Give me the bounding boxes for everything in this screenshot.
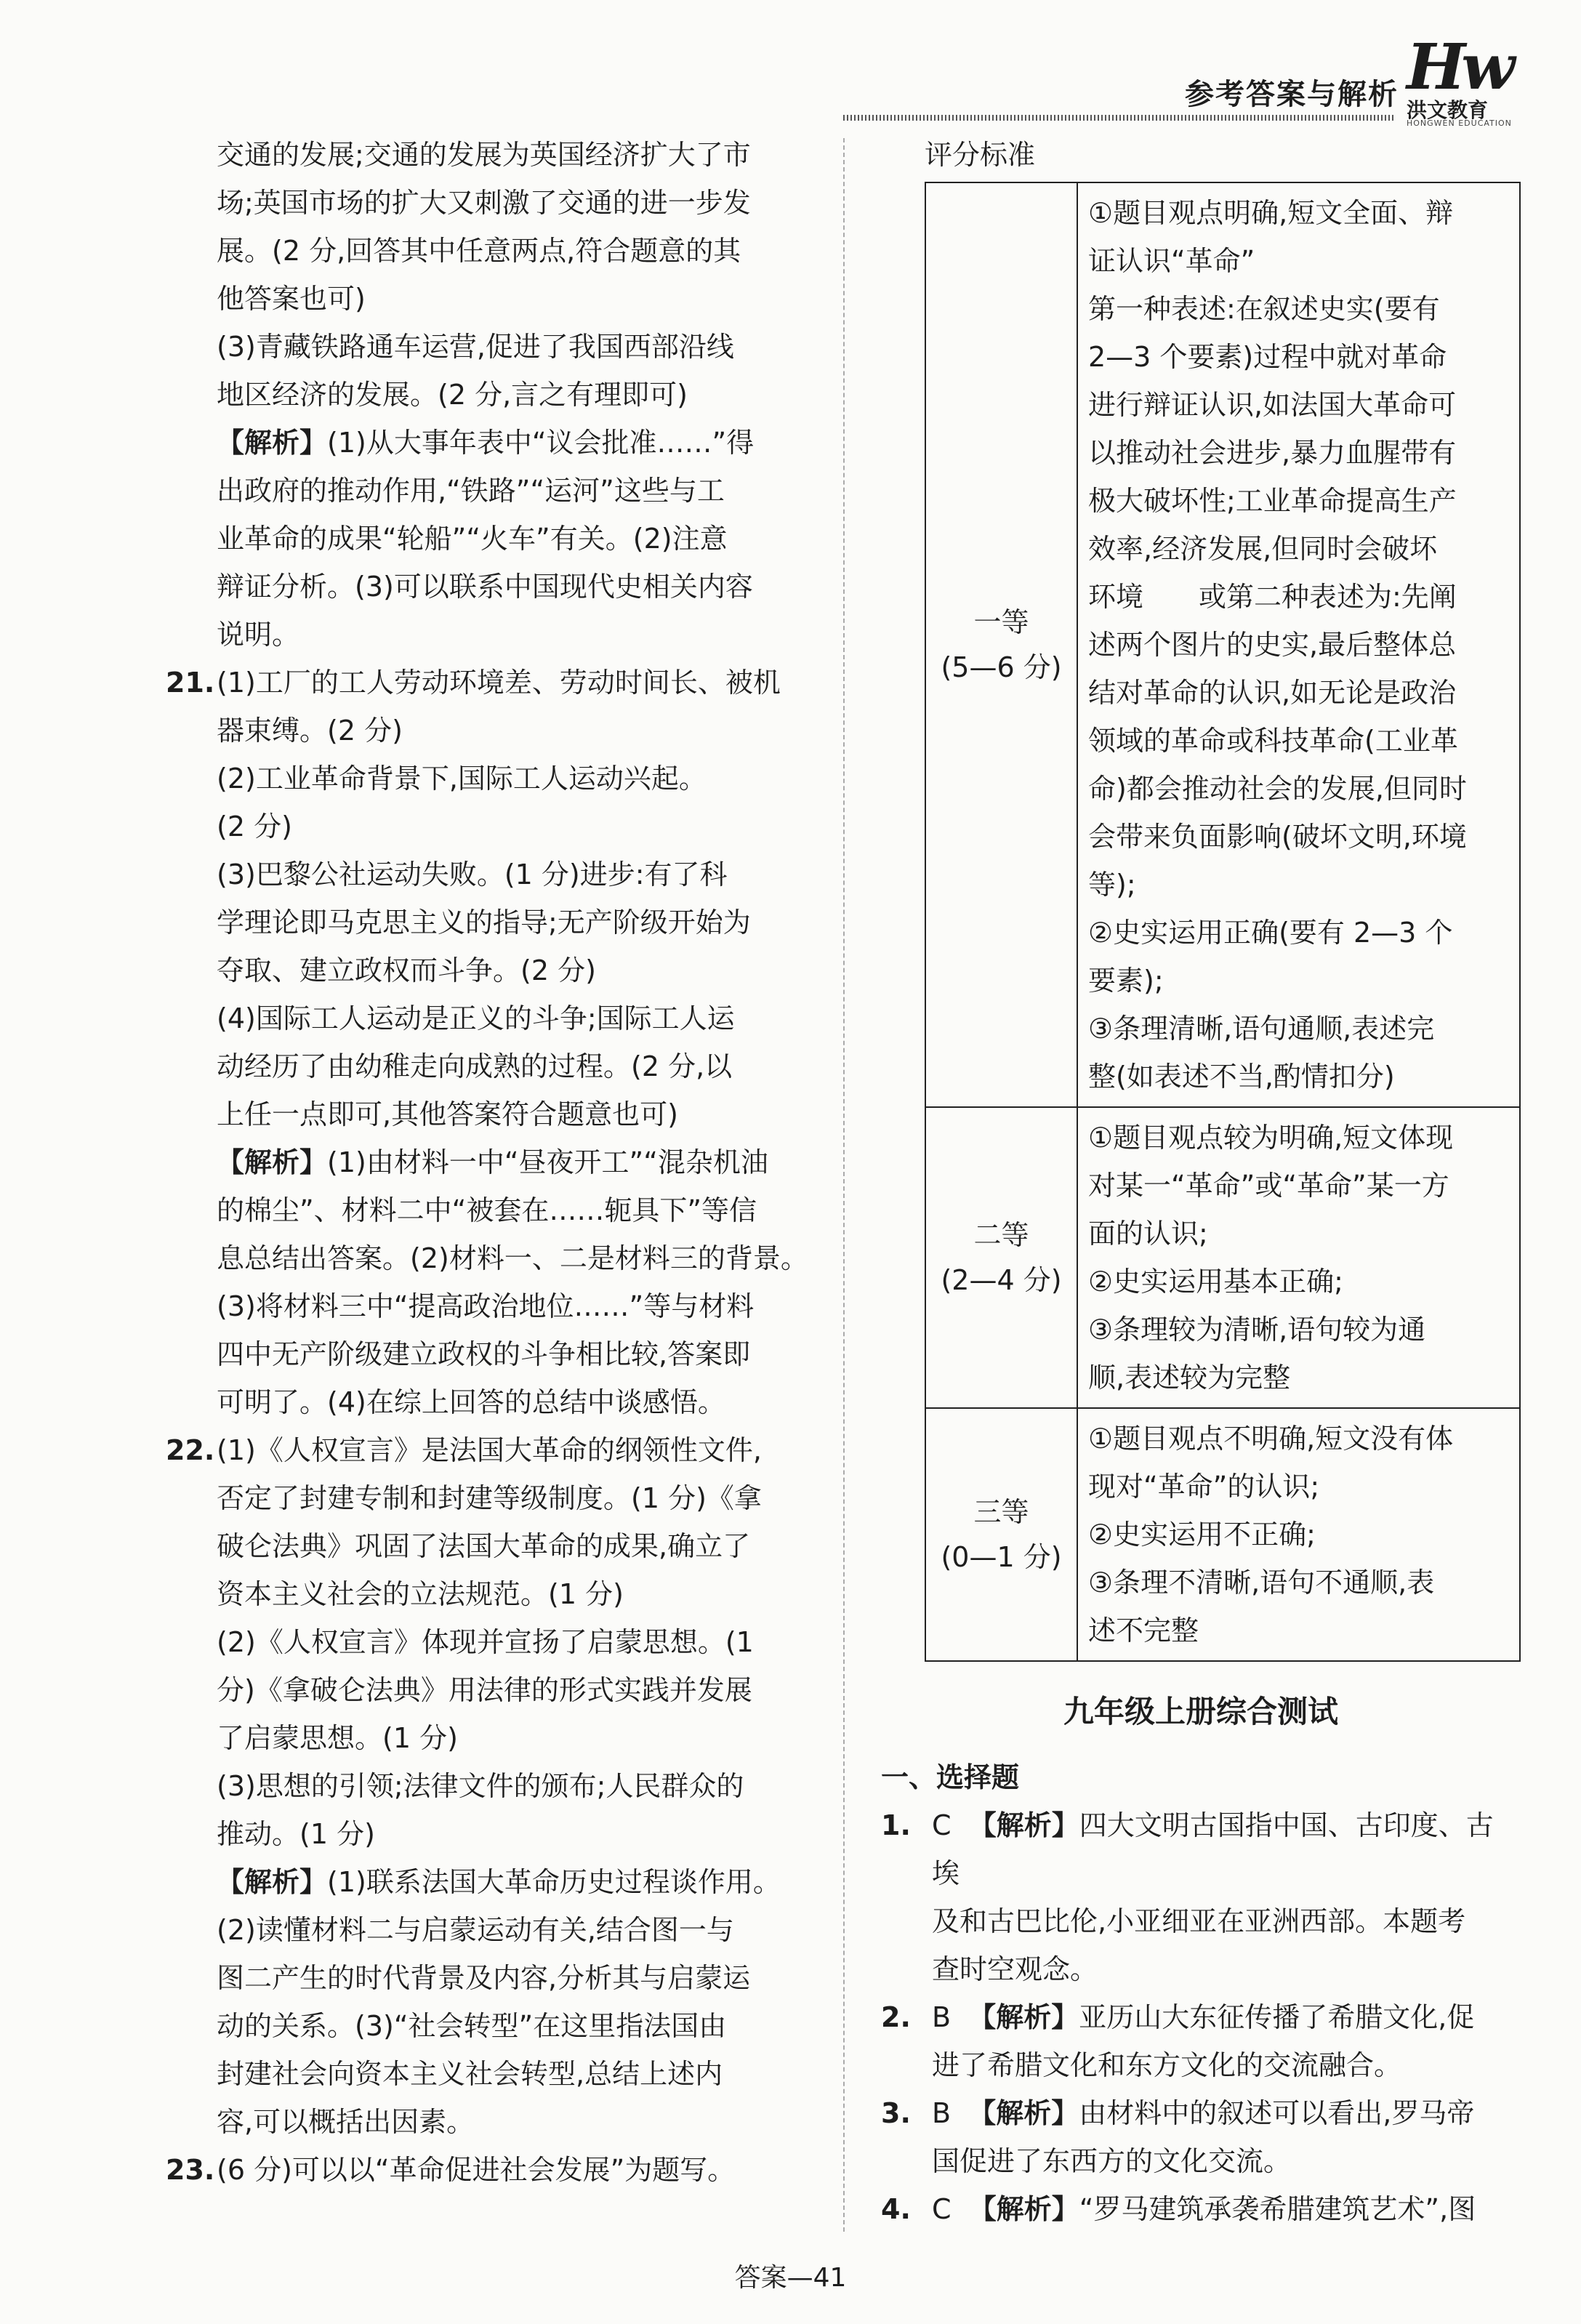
analysis-tag: 【解析】 bbox=[217, 1146, 328, 1178]
text-line: 以推动社会进步,暴力血腥带有 bbox=[1088, 437, 1457, 469]
level-name: 三等 bbox=[973, 1496, 1029, 1528]
question-22 bbox=[166, 1426, 820, 2146]
header-rule bbox=[843, 115, 1396, 121]
question-number: 4. bbox=[881, 2193, 911, 2225]
text-line: 进行辩证认识,如法国大革命可 bbox=[1088, 389, 1457, 421]
answer-line bbox=[932, 1801, 1521, 1897]
text-line: (3)将材料三中“提高政治地位……”等与材料 bbox=[217, 1290, 755, 1322]
text-line: 对某一“革命”或“革命”某一方 bbox=[1088, 1170, 1449, 1202]
rubric-level bbox=[925, 1408, 1077, 1661]
text-line: (2)《人权宣言》体现并宣扬了启蒙思想。(1 bbox=[217, 1626, 754, 1658]
text-line: ②史实运用基本正确; bbox=[1088, 1266, 1343, 1298]
section-title: 九年级上册综合测试 bbox=[1063, 1694, 1338, 1729]
text-line: 封建社会向资本主义社会转型,总结上述内 bbox=[217, 2058, 723, 2090]
text-line: 第一种表述:在叙述史实(要有 bbox=[1088, 293, 1440, 325]
rubric-row bbox=[925, 1408, 1520, 1661]
text-line: (4)国际工人运动是正义的斗争;国际工人运 bbox=[217, 1002, 735, 1034]
text-line: ③条理清晰,语句通顺,表述完 bbox=[1088, 1013, 1435, 1045]
question-number: 3. bbox=[881, 2097, 911, 2129]
text-line: 分)《拿破仑法典》用法律的形式实践并发展 bbox=[217, 1674, 752, 1706]
text-line: 国促进了东西方的文化交流。 bbox=[932, 2145, 1292, 2177]
q20-continuation bbox=[166, 131, 820, 659]
mc-question-1 bbox=[881, 1801, 1521, 1993]
question-number: 2. bbox=[881, 2001, 911, 2033]
text-line: (2)读懂材料二与启蒙运动有关,结合图一与 bbox=[217, 1914, 734, 1946]
text-line: 可明了。(4)在综上回答的总结中谈感悟。 bbox=[217, 1386, 725, 1418]
text-line: (3)青藏铁路通车运营,促进了我国西部沿线 bbox=[217, 331, 734, 363]
answer-choice: B bbox=[932, 2097, 952, 2129]
text-line: 证认识“革命” bbox=[1088, 245, 1255, 277]
text-line: 极大破坏性;工业革命提高生产 bbox=[1088, 485, 1457, 517]
text-line: 的棉尘”、材料二中“被套在……轭具下”等信 bbox=[217, 1194, 757, 1226]
rubric-table bbox=[925, 182, 1521, 1662]
text-line: (1)《人权宣言》是法国大革命的纲领性文件, bbox=[217, 1434, 762, 1466]
text-line: 效率,经济发展,但同时会破坏 bbox=[1088, 533, 1438, 565]
text-line: 夺取、建立政权而斗争。(2 分) bbox=[217, 954, 596, 986]
level-score: (2—4 分) bbox=[941, 1264, 1062, 1296]
rubric-description bbox=[1077, 1408, 1520, 1661]
text-line: ②史实运用正确(要有 2—3 个 bbox=[1088, 917, 1453, 949]
text-line: ①题目观点不明确,短文没有体 bbox=[1088, 1423, 1454, 1455]
analysis-tag: 【解析】 bbox=[217, 427, 328, 459]
answer-choice: C bbox=[932, 2193, 952, 2225]
text-line: 现对“革命”的认识; bbox=[1088, 1471, 1320, 1503]
text-line: (2)工业革命背景下,国际工人运动兴起。 bbox=[217, 763, 707, 795]
level-name: 一等 bbox=[973, 606, 1029, 638]
text-line: 整(如表述不当,酌情扣分) bbox=[1088, 1061, 1395, 1093]
text-line: (3)思想的引领;法律文件的颁布;人民群众的 bbox=[217, 1770, 744, 1802]
analysis-text: (1)从大事年表中“议会批准……”得 bbox=[327, 427, 755, 459]
text-line: 查时空观念。 bbox=[932, 1953, 1098, 1985]
question-number: 22. bbox=[166, 1434, 215, 1466]
analysis-line bbox=[217, 1138, 820, 1186]
answer-line bbox=[932, 1993, 1521, 2041]
text-line: 面的认识; bbox=[1088, 1218, 1208, 1250]
text-line: 破仑法典》巩固了法国大革命的成果,确立了 bbox=[217, 1530, 751, 1562]
rubric-row bbox=[925, 1107, 1520, 1408]
text-line: 出政府的推动作用,“铁路”“运河”这些与工 bbox=[217, 475, 725, 507]
text-line: (1)工厂的工人劳动环境差、劳动时间长、被机 bbox=[217, 667, 781, 699]
analysis-text: “罗马建筑承袭希腊建筑艺术”,图 bbox=[1079, 2193, 1476, 2225]
answer-line bbox=[932, 2089, 1521, 2137]
text-line: 辩证分析。(3)可以联系中国现代史相关内容 bbox=[217, 571, 753, 603]
text-line: 图二产生的时代背景及内容,分析其与启蒙运 bbox=[217, 1962, 751, 1994]
analysis-tag: 【解析】 bbox=[968, 1809, 1079, 1841]
text-line: 述两个图片的史实,最后整体总 bbox=[1088, 629, 1457, 661]
text-line: 命)都会推动社会的发展,但同时 bbox=[1088, 773, 1467, 805]
header-title: 参考答案与解析 bbox=[1185, 78, 1399, 111]
text-line: 等); bbox=[1088, 869, 1136, 901]
text-line: 结对革命的认识,如无论是政治 bbox=[1088, 677, 1457, 709]
brand-name-en: HONGWEN EDUCATION bbox=[1407, 118, 1512, 128]
answer-line bbox=[932, 2185, 1521, 2233]
left-column bbox=[166, 131, 820, 2194]
text-line: 推动。(1 分) bbox=[217, 1818, 375, 1850]
mc-question-4 bbox=[881, 2185, 1521, 2233]
text-line: (2 分) bbox=[217, 811, 292, 843]
right-column bbox=[881, 131, 1521, 2233]
analysis-line bbox=[217, 1858, 820, 1906]
text-line: 及和古巴比伦,小亚细亚在亚洲西部。本题考 bbox=[932, 1905, 1466, 1937]
question-number: 23. bbox=[166, 2154, 215, 2186]
subsection-title: 一、选择题 bbox=[881, 1761, 1020, 1793]
rubric-row bbox=[925, 182, 1520, 1107]
analysis-tag: 【解析】 bbox=[217, 1866, 328, 1898]
column-divider bbox=[843, 138, 845, 2232]
brand-logo: Hw bbox=[1407, 31, 1511, 104]
question-21 bbox=[166, 659, 820, 1426]
text-line: ②史实运用不正确; bbox=[1088, 1519, 1316, 1551]
text-line: 动经历了由幼稚走向成熟的过程。(2 分,以 bbox=[217, 1050, 733, 1082]
brand-name: 洪文教育 bbox=[1407, 98, 1489, 122]
text-line: ①题目观点明确,短文全面、辩 bbox=[1088, 197, 1454, 229]
rubric-title: 评分标准 bbox=[925, 139, 1036, 171]
analysis-tag: 【解析】 bbox=[968, 2001, 1079, 2033]
text-line: 了启蒙思想。(1 分) bbox=[217, 1722, 458, 1754]
text-line: 顺,表述较为完整 bbox=[1088, 1362, 1291, 1394]
text-line: ③条理较为清晰,语句较为通 bbox=[1088, 1314, 1426, 1346]
text-line: 资本主义社会的立法规范。(1 分) bbox=[217, 1578, 624, 1610]
text-line: 会带来负面影响(破坏文明,环境 bbox=[1088, 821, 1467, 853]
text-line: 交通的发展;交通的发展为英国经济扩大了市 bbox=[217, 139, 751, 171]
text-line: 场;英国市场的扩大又刺激了交通的进一步发 bbox=[217, 187, 751, 219]
analysis-text: 亚历山大东征传播了希腊文化,促 bbox=[1079, 2001, 1475, 2033]
text-line: 述不完整 bbox=[1088, 1615, 1199, 1646]
level-score: (0—1 分) bbox=[941, 1541, 1062, 1573]
level-name: 二等 bbox=[973, 1219, 1029, 1251]
text-line: 上任一点即可,其他答案符合题意也可) bbox=[217, 1098, 678, 1130]
question-number: 1. bbox=[881, 1809, 911, 1841]
analysis-text: 由材料中的叙述可以看出,罗马帝 bbox=[1079, 2097, 1475, 2129]
text-line: ①题目观点较为明确,短文体现 bbox=[1088, 1122, 1454, 1154]
analysis-tag: 【解析】 bbox=[968, 2193, 1079, 2225]
rubric-description bbox=[1077, 1107, 1520, 1408]
text-line: 领域的革命或科技革命(工业革 bbox=[1088, 725, 1458, 757]
text-line: 动的关系。(3)“社会转型”在这里指法国由 bbox=[217, 2010, 727, 2042]
text-line: ③条理不清晰,语句不通顺,表 bbox=[1088, 1567, 1435, 1599]
text-line: 业革命的成果“轮船”“火车”有关。(2)注意 bbox=[217, 523, 728, 555]
analysis-text: 四大文明古国指中国、古印度、古埃 bbox=[932, 1809, 1494, 1889]
analysis-text: (1)联系法国大革命历史过程谈作用。 bbox=[327, 1866, 781, 1898]
analysis-line bbox=[217, 419, 820, 467]
mc-question-3 bbox=[881, 2089, 1521, 2185]
text-line: 容,可以概括出因素。 bbox=[217, 2106, 475, 2138]
text-line: 他答案也可) bbox=[217, 283, 366, 315]
question-number: 21. bbox=[166, 667, 215, 699]
text-line: 器束缚。(2 分) bbox=[217, 715, 403, 747]
page-number: 答案—41 bbox=[734, 2263, 847, 2293]
mc-question-2 bbox=[881, 1993, 1521, 2089]
answer-choice: C bbox=[932, 1809, 952, 1841]
level-score: (5—6 分) bbox=[941, 651, 1062, 683]
text-line: 学理论即马克思主义的指导;无产阶级开始为 bbox=[217, 906, 751, 938]
answer-choice: B bbox=[932, 2001, 952, 2033]
text-line: 要素); bbox=[1088, 965, 1164, 997]
text-line: (3)巴黎公社运动失败。(1 分)进步:有了科 bbox=[217, 859, 728, 890]
text-line: 说明。 bbox=[217, 619, 300, 651]
rubric-level bbox=[925, 182, 1077, 1107]
text-line: 环境 或第二种表述为:先阐 bbox=[1088, 581, 1457, 613]
rubric-description bbox=[1077, 182, 1520, 1107]
text-line: 四中无产阶级建立政权的斗争相比较,答案即 bbox=[217, 1338, 751, 1370]
text-line: 地区经济的发展。(2 分,言之有理即可) bbox=[217, 379, 688, 411]
text-line: 否定了封建专制和封建等级制度。(1 分)《拿 bbox=[217, 1482, 762, 1514]
analysis-text: (1)由材料一中“昼夜开工”“混杂机油 bbox=[327, 1146, 768, 1178]
text-line: 进了希腊文化和东方文化的交流融合。 bbox=[932, 2049, 1402, 2081]
question-23 bbox=[166, 2146, 820, 2194]
text-line: 2—3 个要素)过程中就对革命 bbox=[1088, 341, 1447, 373]
text-line: 展。(2 分,回答其中任意两点,符合题意的其 bbox=[217, 235, 741, 267]
text-line: 息总结出答案。(2)材料一、二是材料三的背景。 bbox=[217, 1242, 808, 1274]
rubric-level bbox=[925, 1107, 1077, 1408]
text-line: (6 分)可以以“革命促进社会发展”为题写。 bbox=[217, 2154, 736, 2186]
analysis-tag: 【解析】 bbox=[968, 2097, 1079, 2129]
page-header bbox=[843, 31, 1541, 128]
